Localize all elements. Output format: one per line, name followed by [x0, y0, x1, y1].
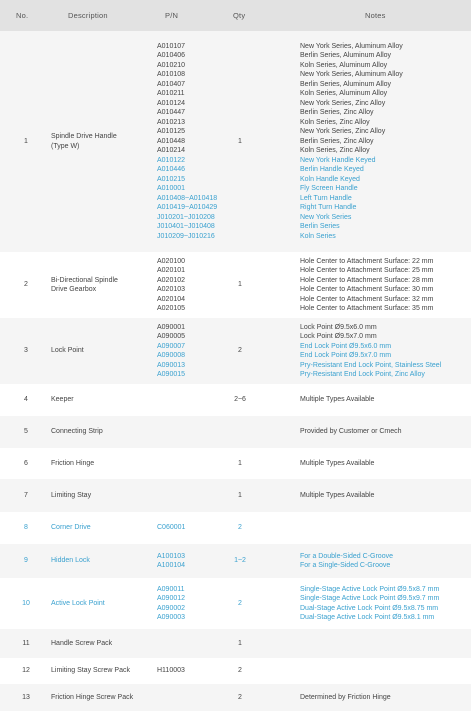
row-quantity: [225, 346, 255, 356]
table-header: [0, 0, 471, 31]
header-pn: P/N: [165, 11, 179, 20]
table-row: [0, 684, 471, 711]
row-notes-line: Berlin Series: [300, 223, 340, 231]
row-number-line: 9: [24, 557, 28, 565]
row-part-numbers-line: A020100: [157, 257, 186, 265]
row-number: [16, 280, 36, 290]
row-number-line: 10: [22, 599, 30, 607]
row-notes: [300, 323, 471, 380]
row-part-numbers-line: A010125: [157, 128, 186, 136]
row-quantity-line: 1: [238, 491, 242, 499]
row-number: [16, 459, 36, 469]
row-quantity: [225, 491, 255, 501]
row-number-line: 2: [24, 281, 28, 289]
row-notes-line: New York Handle Keyed: [300, 156, 376, 164]
row-notes: [300, 585, 471, 623]
row-description-line: Keeper: [51, 396, 74, 404]
row-number: [16, 639, 36, 649]
row-number-line: 12: [22, 667, 30, 675]
row-notes-line: Dual-Stage Active Lock Point Ø9.5x8.1 mm: [300, 614, 435, 621]
row-number-line: 1: [24, 137, 28, 145]
row-part-numbers-line: A090005: [157, 333, 186, 340]
row-notes-line: Hole Center to Attachment Surface: 30 mm: [300, 286, 434, 293]
table-row: [0, 318, 471, 384]
row-notes-line: Hole Center to Attachment Surface: 28 mm: [300, 276, 434, 284]
table-row: [0, 544, 471, 578]
row-description: [51, 276, 151, 295]
row-description-line: Hidden Lock: [51, 557, 90, 565]
row-quantity-line: 2~6: [234, 396, 246, 404]
row-quantity-line: 2: [238, 524, 242, 532]
row-number-line: 6: [24, 459, 28, 467]
row-part-numbers-line: J010201~J010208: [157, 213, 215, 221]
row-part-numbers-line: A010122: [157, 156, 186, 164]
row-number: [16, 137, 36, 147]
row-notes-line: Determined by Friction Hinge: [300, 693, 391, 701]
row-quantity: [225, 459, 255, 469]
header-description: Description: [68, 11, 108, 20]
row-description-line: Handle Screw Pack: [51, 639, 113, 647]
row-quantity: [225, 523, 255, 533]
row-notes-line: New York Series, Zinc Alloy: [300, 128, 386, 136]
row-quantity: [225, 137, 255, 147]
row-notes: [300, 42, 471, 242]
row-description-line: Limiting Stay: [51, 491, 92, 499]
row-quantity: [225, 599, 255, 609]
row-notes-line: Fly Screen Handle: [300, 185, 358, 193]
row-notes-line: New York Series, Aluminum Alloy: [300, 71, 403, 79]
row-quantity: [225, 666, 255, 676]
row-part-numbers-line: J010401~J010408: [157, 223, 215, 231]
row-part-numbers-line: H110003: [157, 667, 185, 675]
row-notes-line: Berlin Series, Zinc Alloy: [300, 109, 374, 117]
row-description: [51, 556, 151, 566]
row-description: [51, 523, 151, 533]
row-description-line: Friction Hinge: [51, 459, 95, 467]
row-part-numbers-line: A090013: [157, 361, 186, 369]
row-description: [51, 491, 151, 501]
row-notes: [300, 395, 471, 405]
row-part-numbers-line: J010209~J010216: [157, 232, 215, 240]
row-number: [16, 491, 36, 501]
row-number-line: 3: [24, 347, 28, 355]
table-row: [0, 31, 471, 252]
row-notes-line: Koln Handle Keyed: [300, 175, 360, 183]
row-part-numbers-line: A090007: [157, 342, 186, 350]
table-row: [0, 416, 471, 448]
row-quantity-line: 2: [238, 693, 242, 701]
row-part-numbers-line: A010001: [157, 185, 186, 193]
table-row: [0, 479, 471, 512]
row-part-numbers-line: A090003: [157, 614, 186, 621]
row-notes-line: Koln Series, Zinc Alloy: [300, 147, 370, 155]
row-quantity-line: 1: [238, 459, 242, 467]
row-notes-line: Koln Series: [300, 232, 336, 240]
row-notes-line: Berlin Series, Aluminum Alloy: [300, 80, 392, 88]
row-description-line: Lock Point: [51, 347, 84, 355]
row-notes-line: Single-Stage Active Lock Point Ø9.5x8.7 mm: [300, 585, 440, 593]
row-number: [16, 556, 36, 566]
row-part-numbers-line: A020103: [157, 286, 186, 293]
row-number-line: 7: [24, 491, 28, 499]
row-part-numbers-line: A010211: [157, 90, 185, 98]
row-notes: [300, 459, 471, 469]
row-number: [16, 395, 36, 405]
row-part-numbers-line: A010215: [157, 175, 186, 183]
row-part-numbers-line: A010447: [157, 109, 186, 117]
row-number: [16, 599, 36, 609]
row-notes: [300, 693, 471, 703]
row-part-numbers-line: A090011: [157, 585, 185, 593]
row-part-numbers-line: A010407: [157, 80, 186, 88]
row-notes-line: Multiple Types Available: [300, 491, 375, 499]
row-notes: [300, 257, 471, 314]
row-notes-line: Pry-Resistant End Lock Point, Zinc Alloy: [300, 371, 425, 378]
row-quantity-line: 2: [238, 599, 242, 607]
row-quantity-line: 1: [238, 639, 242, 647]
row-notes-line: Berlin Handle Keyed: [300, 166, 364, 174]
row-notes-line: Lock Point Ø9.5x7.0 mm: [300, 333, 377, 340]
row-part-numbers-line: A090002: [157, 604, 186, 612]
row-description-line: Drive Gearbox: [51, 286, 97, 293]
row-notes-line: Single-Stage Active Lock Point Ø9.5x9.7 mm: [300, 595, 440, 602]
row-part-numbers-line: A100103: [157, 552, 186, 560]
row-part-numbers-line: A010108: [157, 71, 186, 79]
row-notes-line: Hole Center to Attachment Surface: 25 mm: [300, 267, 434, 274]
row-number: [16, 427, 36, 437]
table-row: [0, 384, 471, 416]
row-notes-line: Koln Series, Aluminum Alloy: [300, 90, 388, 98]
row-description-line: Active Lock Point: [51, 599, 105, 607]
row-number: [16, 666, 36, 676]
row-part-numbers-line: A020104: [157, 295, 186, 303]
row-quantity-line: 1~2: [234, 557, 246, 565]
table-row: [0, 658, 471, 684]
table-body: [0, 31, 471, 711]
row-description: [51, 459, 151, 469]
row-number: [16, 523, 36, 533]
row-part-numbers-line: A090015: [157, 371, 186, 378]
row-notes-line: End Lock Point Ø9.5x6.0 mm: [300, 342, 392, 350]
row-notes-line: Left Turn Handle: [300, 194, 352, 202]
row-part-numbers-line: A090012: [157, 595, 186, 602]
row-notes: [300, 427, 471, 437]
row-quantity-line: 2: [238, 347, 242, 355]
row-notes: [300, 552, 471, 571]
row-description-line: Friction Hinge Screw Pack: [51, 693, 134, 701]
row-description-line: Bi-Directional Spindle: [51, 276, 118, 284]
row-part-numbers-line: A020101: [157, 267, 186, 274]
row-notes-line: Hole Center to Attachment Surface: 22 mm: [300, 257, 434, 265]
row-notes-line: For a Single-Sided C-Groove: [300, 562, 391, 569]
row-description-line: Spindle Drive Handle: [51, 133, 117, 140]
row-number-line: 5: [24, 428, 28, 436]
row-quantity-line: 1: [238, 137, 242, 145]
row-description: [51, 693, 151, 703]
row-quantity: [225, 280, 255, 290]
row-description: [51, 132, 151, 151]
row-notes-line: Koln Series, Aluminum Alloy: [300, 61, 388, 69]
row-notes-line: Right Turn Handle: [300, 204, 357, 212]
row-part-numbers-line: A020102: [157, 276, 186, 284]
row-notes-line: Multiple Types Available: [300, 459, 375, 467]
row-notes-line: New York Series: [300, 213, 352, 221]
row-description: [51, 639, 151, 649]
row-part-numbers-line: A010448: [157, 137, 186, 145]
row-part-numbers-line: A010408~A010418: [157, 194, 218, 202]
row-part-numbers-line: A010419~A010429: [157, 204, 218, 212]
table-row: [0, 512, 471, 544]
row-notes: [300, 491, 471, 501]
table-row: [0, 578, 471, 629]
row-description-line: (Type W): [51, 142, 80, 150]
row-number-line: 4: [24, 396, 28, 404]
row-notes-line: Berlin Series, Zinc Alloy: [300, 137, 374, 145]
row-notes-line: For a Double-Sided C-Groove: [300, 552, 393, 560]
row-part-numbers-line: A010107: [157, 42, 186, 50]
row-notes-line: Pry-Resistant End Lock Point, Stainless Steel: [300, 361, 442, 369]
header-no: No.: [16, 11, 29, 20]
row-part-numbers-line: A100104: [157, 562, 186, 569]
row-notes-line: Dual-Stage Active Lock Point Ø9.5x8.75 mm: [300, 604, 439, 612]
row-number-line: 11: [22, 639, 30, 647]
row-part-numbers-line: A020105: [157, 305, 186, 312]
table-row: [0, 448, 471, 479]
row-quantity-line: 1: [238, 281, 242, 289]
row-description: [51, 666, 151, 676]
header-notes: Notes: [365, 11, 386, 20]
row-quantity: [225, 693, 255, 703]
row-notes-line: Berlin Series, Aluminum Alloy: [300, 52, 392, 60]
row-part-numbers-line: C060001: [157, 524, 186, 532]
row-part-numbers-line: A010124: [157, 99, 186, 107]
row-description: [51, 395, 151, 405]
row-notes-line: New York Series, Zinc Alloy: [300, 99, 386, 107]
row-part-numbers-line: A010210: [157, 61, 186, 69]
row-number-line: 13: [22, 693, 30, 701]
row-notes-line: Hole Center to Attachment Surface: 35 mm: [300, 305, 434, 312]
row-notes-line: Koln Series, Zinc Alloy: [300, 118, 370, 126]
row-part-numbers-line: A010214: [157, 147, 186, 155]
row-notes-line: Lock Point Ø9.5x6.0 mm: [300, 323, 377, 331]
row-part-numbers-line: A010213: [157, 118, 186, 126]
row-part-numbers-line: A090001: [157, 323, 186, 331]
row-notes-line: Provided by Customer or Cmech: [300, 428, 402, 436]
table-row: [0, 629, 471, 658]
row-part-numbers-line: A010446: [157, 166, 186, 174]
row-description-line: Corner Drive: [51, 524, 91, 532]
row-description-line: Connecting Strip: [51, 428, 103, 436]
row-description: [51, 427, 151, 437]
row-notes-line: New York Series, Aluminum Alloy: [300, 42, 403, 50]
header-qty: Qty: [233, 11, 246, 20]
row-part-numbers-line: A010406: [157, 52, 186, 60]
row-number-line: 8: [24, 524, 28, 532]
row-notes-line: Hole Center to Attachment Surface: 32 mm: [300, 295, 434, 303]
row-quantity: [225, 395, 255, 405]
row-notes-line: Multiple Types Available: [300, 396, 375, 404]
row-quantity-line: 2: [238, 667, 242, 675]
row-description-line: Limiting Stay Screw Pack: [51, 667, 130, 675]
row-number: [16, 346, 36, 356]
row-quantity: [225, 556, 255, 566]
row-quantity: [225, 639, 255, 649]
row-description: [51, 599, 151, 609]
row-description: [51, 346, 151, 356]
row-notes-line: End Lock Point Ø9.5x7.0 mm: [300, 352, 392, 359]
table-row: [0, 252, 471, 318]
row-part-numbers-line: A090008: [157, 352, 186, 359]
row-number: [16, 693, 36, 703]
